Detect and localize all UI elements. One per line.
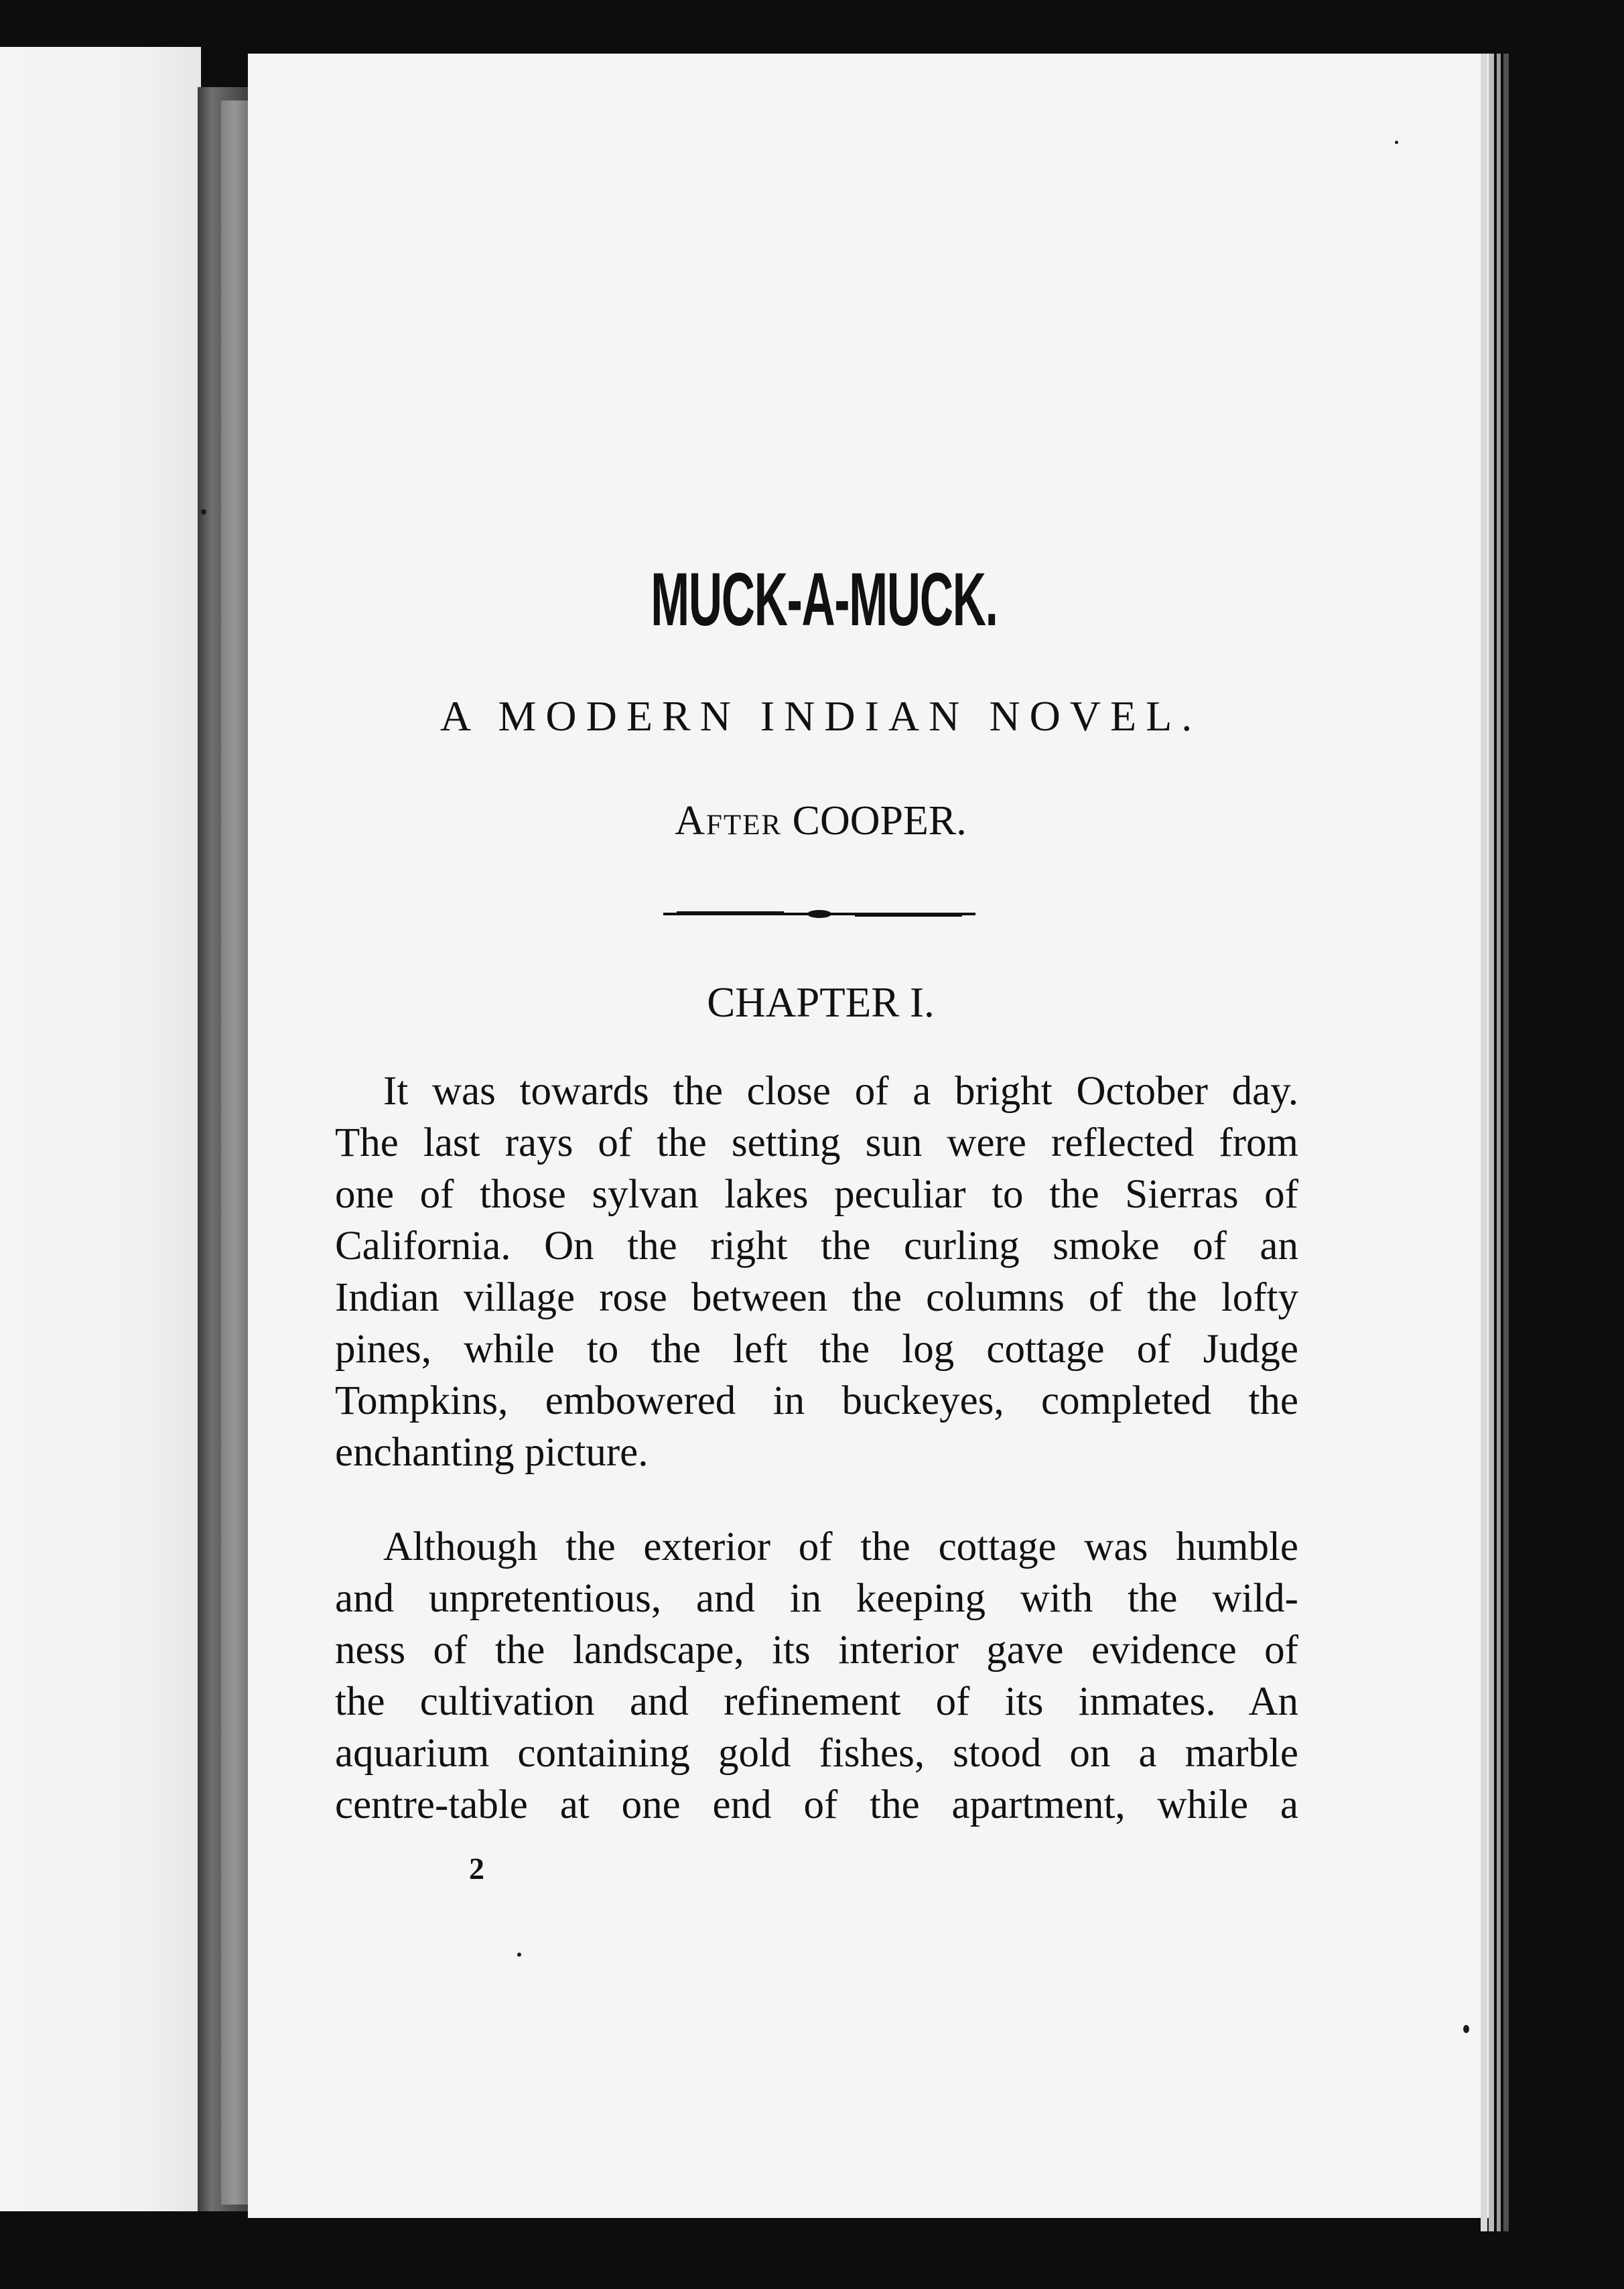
- text-line: Tompkins, embowered in buckeyes, completed the: [335, 1378, 1298, 1423]
- text-line: aquarium containing gold fishes, stood on a marble: [335, 1731, 1298, 1776]
- after-line: [402, 797, 1239, 845]
- book-subtitle: A MODERN INDIAN NOVEL.: [439, 692, 1202, 740]
- text-line: California. On the right the curling smoke of an: [335, 1224, 1298, 1268]
- page-edge: [1481, 54, 1487, 2231]
- chapter-heading: CHAPTER I.: [707, 979, 935, 1026]
- text-line: Although the exterior of the cottage was humble: [383, 1524, 1298, 1569]
- scan-speck: [517, 1953, 521, 1957]
- after-prefix: After: [675, 798, 783, 844]
- text-line: pines, while to the left the log cottage of Judge: [335, 1327, 1298, 1372]
- text-line: Indian village rose between the columns of the lofty: [335, 1275, 1298, 1320]
- text-line: and unpretentious, and in keeping with the wild-: [335, 1576, 1298, 1621]
- text-line: enchanting picture.: [335, 1430, 649, 1475]
- text-line: centre-table at one end of the apartment, while a: [335, 1782, 1298, 1827]
- after-author: COOPER.: [792, 798, 967, 844]
- left-page: [0, 47, 201, 2211]
- text-line: ness of the landscape, its interior gave evidence of: [335, 1628, 1298, 1673]
- page-edge: [1489, 54, 1494, 2231]
- text-line: It was towards the close of a bright October day.: [383, 1069, 1298, 1114]
- ornamental-rule: [663, 907, 975, 921]
- text-line: The last rays of the setting sun were reflected from: [335, 1120, 1298, 1165]
- page-edge: [1497, 54, 1501, 2231]
- scan-speck: [201, 509, 206, 515]
- text-line: the cultivation and refinement of its inmates. An: [335, 1679, 1298, 1724]
- scan-speck: [1463, 2025, 1469, 2033]
- text-line: one of those sylvan lakes peculiar to the Sierras of: [335, 1172, 1298, 1217]
- scan-speck: [1395, 141, 1398, 144]
- page-number: 2: [469, 1851, 484, 1886]
- book-title-text: MUCK-A-MUCK.: [651, 558, 998, 641]
- paragraph-2: [335, 1521, 1298, 1831]
- page-edge: [1503, 54, 1509, 2231]
- paragraph-1: [335, 1065, 1298, 1478]
- book-title: [313, 556, 1320, 643]
